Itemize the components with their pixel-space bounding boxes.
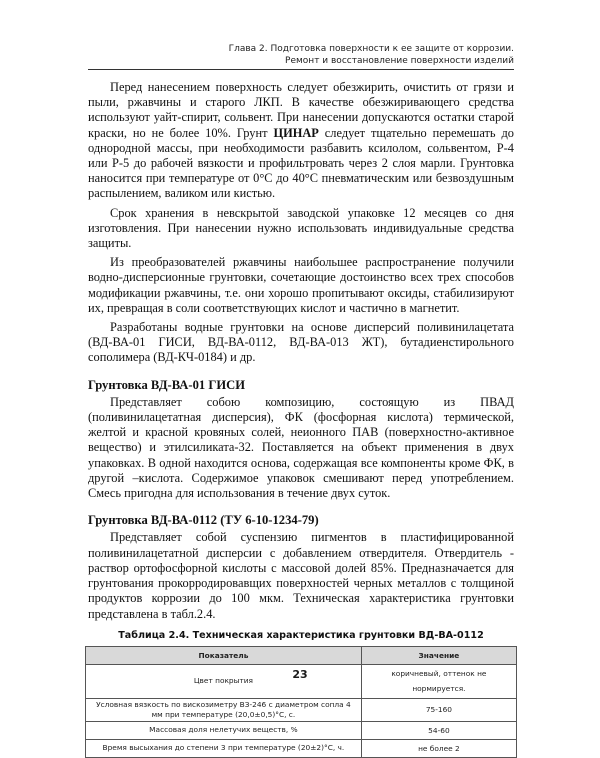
table-cell-parameter: Массовая доля нелетучих веществ, % bbox=[86, 721, 362, 739]
paragraph-vd-va-01: Представляет собою композицию, состоящую из ПВАД (поливинилацетатная дисперсия), ФК (фосфорная кислота) термической, желтой и красной кровяных солей, неионного ПАВ (поверхностно-активное вещество) и этилсиликата-32. Поставляется на объект применения в двух упаковках. В одной находится основа, содержащая все компоненты кроме ФК, в другой –кислота. Содержимое упаковок смешивают перед употреблением. Смесь пригодна для использования в течение двух суток. bbox=[88, 394, 514, 501]
running-header bbox=[88, 44, 514, 70]
table-cell-parameter: Цвет покрытия bbox=[86, 665, 362, 698]
paragraph-degreasing: Перед нанесением поверхность следует обезжирить, очистить от грязи и пыли, ржавчины и старого ЛКП. В качестве обезжиривающего средства используют уайт-спирит, сольвент. При нанесении допускаются остатки старой краски, но не более 10%. Грунт ЦИНАР следует тщательно перемешать до однородной массы, при необходимости разбавить ксилолом, сольвентом, Р-4 или Р-5 до рабочей вязкости и профильтровать через 2 слоя марли. Грунтовка наносится при температуре от 0°С до 40°С пневматическим или безвоздушным распылением, валиком или кистью. bbox=[88, 80, 514, 201]
table-caption: Таблица 2.4. Техническая характеристика грунтовки ВД-ВА-0112 bbox=[118, 629, 484, 641]
paragraph-vd-va-0112: Представляет собой суспензию пигментов в пластифицированной поливинилацетатной дисперсии с добавлением отвердителя. Отвердитель - раствор ортофосфорной кислоты с массовой долей 85%. Предназначается для грунтования прокорродировавщих поверхностей черных металлов с толщиной продуктов коррозии до 100 мкм. Техническая характеристика грунтовки представлена в табл.2.4. bbox=[88, 530, 514, 621]
brand-name: ЦИНАР bbox=[273, 125, 319, 140]
heading-vd-va-0112: Грунтовка ВД-ВА-0112 (ТУ 6-10-1234-79) bbox=[88, 513, 319, 528]
heading-vd-va-01: Грунтовка ВД-ВА-01 ГИСИ bbox=[88, 377, 246, 392]
table-cell-value: коричневый, оттенок не нормируется. bbox=[361, 665, 516, 698]
paragraph-storage: Срок хранения в невскрытой заводской упаковке 12 месяцев со дня изготовления. При нанесении нужно использовать индивидуальные средства защиты. bbox=[88, 205, 514, 251]
page-body bbox=[88, 80, 514, 758]
table-row bbox=[86, 698, 517, 721]
header-subtitle-line: Ремонт и восстановление поверхности изделий bbox=[285, 55, 514, 66]
table-header-row bbox=[86, 646, 517, 664]
paragraph-water-primers: Разработаны водные грунтовки на основе дисперсий поливинилацетата (ВД-ВА-01 ГИСИ, ВД-ВА-0112, ВД-ВА-013 ЖТ), бутадиенстирольного сополимера (ВД-КЧ-0184) и др. bbox=[88, 320, 514, 365]
table-cell-parameter: Условная вязкость по вискозиметру ВЗ-246 с диаметром сопла 4 мм при температуре (20,0±0,5)°С, с. bbox=[86, 698, 362, 721]
table-row bbox=[86, 721, 517, 739]
page-number: 23 bbox=[292, 668, 308, 681]
column-header-value: Значение bbox=[361, 646, 516, 664]
table-row bbox=[86, 739, 517, 757]
paragraph-rust-converters: Из преобразователей ржавчины наибольшее распространение получили водно-дисперсионные грунтовки, сочетающие достоинство всех трех способов модификации ржавчины, т.е. они хорошо пропитывают оксиды, стабилизируют их, превращая в соли соответствующих кислот и частично в магнетит. bbox=[88, 255, 514, 315]
table-cell-parameter: Время высыхания до степени 3 при температуре (20±2)°С, ч. bbox=[86, 739, 362, 757]
table-cell-value: 75-160 bbox=[361, 698, 516, 721]
spec-table bbox=[85, 646, 517, 758]
table-cell-value: 54-60 bbox=[361, 721, 516, 739]
table-cell-value: не более 2 bbox=[361, 739, 516, 757]
header-chapter-line: Глава 2. Подготовка поверхности к ее защите от коррозии. bbox=[228, 44, 514, 54]
column-header-parameter: Показатель bbox=[86, 646, 362, 664]
